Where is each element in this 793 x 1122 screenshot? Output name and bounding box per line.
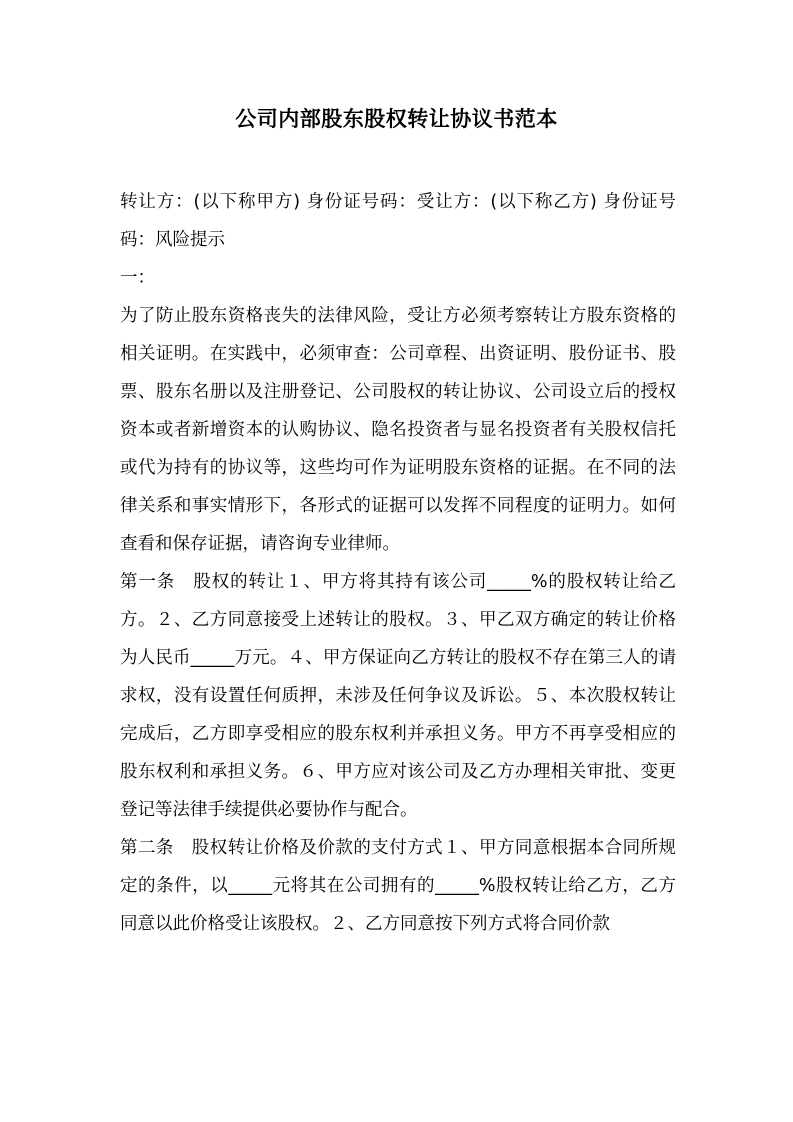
article-two-paragraph: 第二条 股权转让价格及价款的支付方式１、甲方同意根据本合同所规定的条件，以_____元将其在公司拥有的_____%股权转让给乙方，乙方同意以此价格受让该股权。２、乙方同意按下列方式将合同价款 <box>120 838 676 934</box>
article-one-paragraph: 第一条 股权的转让１、甲方将其持有该公司_____%的股权转让给乙方。２、乙方同意接受上述转让的股权。３、甲乙双方确定的转让价格为人民币_____万元。４、甲方保证向乙方转让的股权不存在第三人的请求权，没有设置任何质押，未涉及任何争议及诉讼。５、本次股权转让完成后，乙方即享受相应的股东权利并承担义务。甲方不再享受相应的股东权利和承担义务。６、甲方应对该公司及乙方办理相关审批、变更登记等法律手续提供必要协作与配合。 <box>120 572 676 820</box>
document-body <box>120 183 676 943</box>
risk-heading-paragraph: 一： <box>120 268 155 288</box>
document-title: 公司内部股东股权转让协议书范本 <box>235 107 558 131</box>
risk-notice-paragraph: 为了防止股东资格丧失的法律风险，受让方必须考察转让方股东资格的相关证明。在实践中，必须审查：公司章程、出资证明、股份证书、股票、股东名册以及注册登记、公司股权的转让协议、公司设立后的授权资本或者新增资本的认购协议、隐名投资者与显名投资者有关股权信托或代为持有的协议等，这些均可作为证明股东资格的证据。在不同的法律关系和事实情形下，各形式的证据可以发挥不同程度的证明力。如何查看和保存证据，请咨询专业律师。 <box>120 306 676 554</box>
party-info-paragraph: 转让方：(以下称甲方) 身份证号码：受让方：(以下称乙方) 身份证号码：风险提示 <box>120 192 676 250</box>
